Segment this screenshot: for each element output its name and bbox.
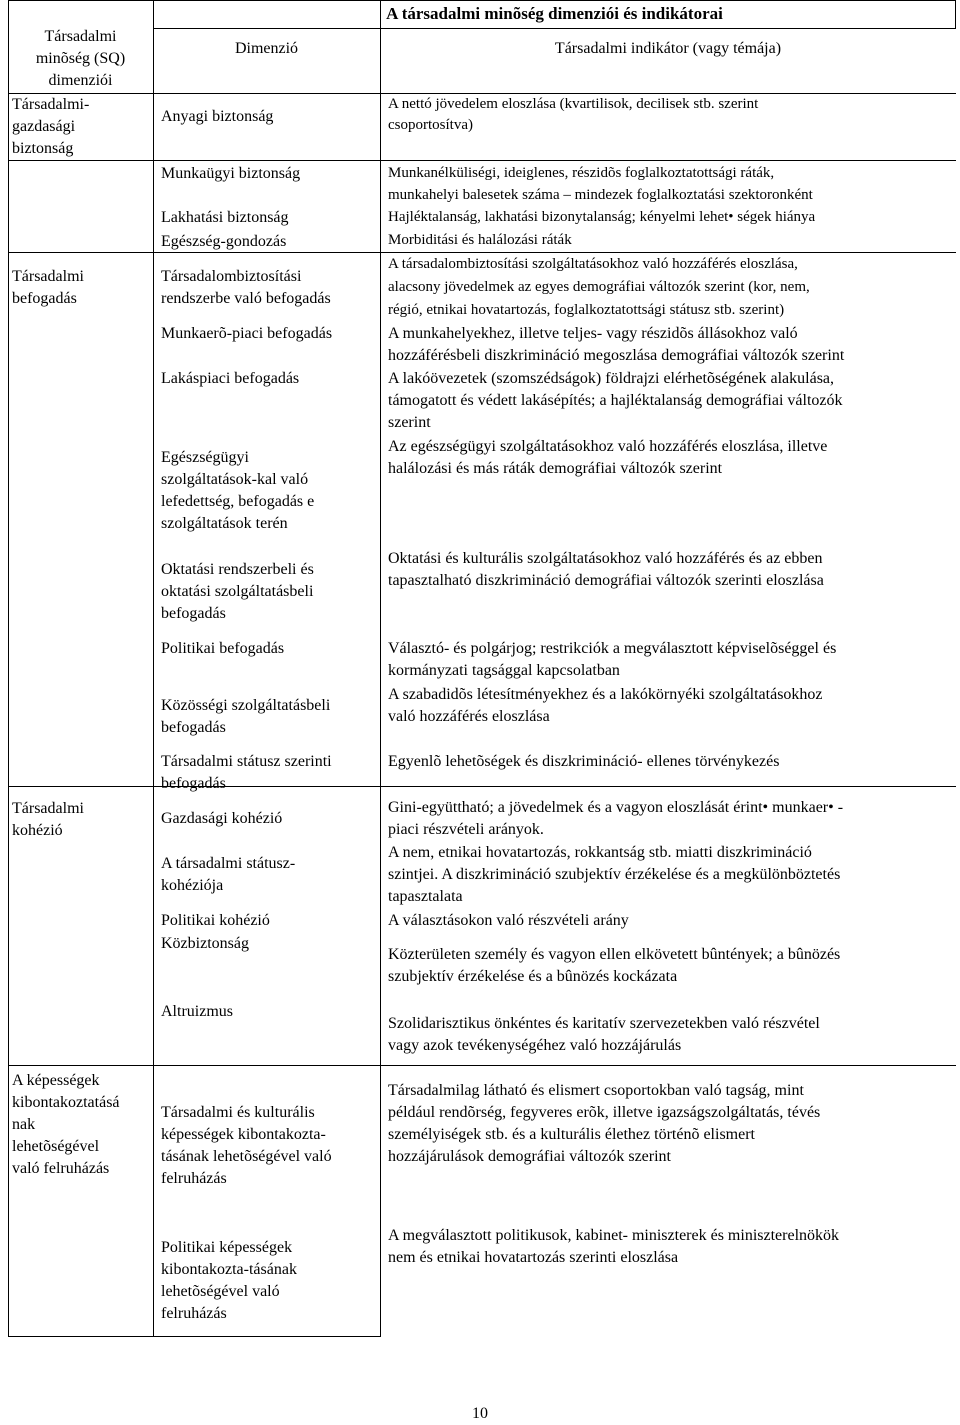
row-separator (8, 252, 956, 253)
dim-egeszsegugyi: Egészségügyi (161, 449, 249, 466)
sq-line: való felruházás (12, 1160, 110, 1177)
dim-tarsbizt: rendszerbe való befogadás (161, 290, 331, 307)
dim-statuszkoh: kohéziója (161, 877, 224, 894)
dim-statusz: Társadalmi státusz szerinti (161, 753, 332, 770)
ind-lakhatasi: Hajléktalanság, lakhatási bizonytalanság; kényelmi lehet• ségek hiánya (388, 209, 816, 225)
dim-polkep: felruházás (161, 1305, 227, 1322)
ind-politikai: Választó- és polgárjog; restrikciók a megválasztott képviselõséggel és (388, 640, 837, 657)
ind-egeszsegugyi: Az egészségügyi szolgáltatásokhoz való hozzáférés eloszlása, illetve (388, 438, 828, 455)
table-title: A társadalmi minõség dimenziói és indikátorai (386, 4, 723, 23)
title-separator (153, 28, 956, 29)
page-number: 10 (472, 1405, 488, 1422)
ind-lakaspiaci: támogatott és védett lakásépítés; a hajléktalanság demográfiai változók (388, 392, 843, 409)
sq-line: A képességek (12, 1072, 100, 1089)
ind-munkaero: hozzáférésbeli diszkrimináció megoszlása demográfiai változók szerint (388, 347, 845, 364)
dim-polkep: lehetõségével való (161, 1283, 280, 1300)
dim-tarskult: Társadalmi és kulturális (161, 1104, 315, 1121)
ind-tarskult: személyiségek stb. és a kulturális élethez történõ elismert (388, 1126, 755, 1143)
ind-egeszseg: Morbiditási és halálozási ráták (388, 232, 572, 248)
left-border (8, 0, 9, 1337)
ind-kozbiz: szubjektív érzékelése és a bûnözés kockázata (388, 968, 678, 985)
ind-polkep: A megválasztott politikusok, kabinet- miniszterek és miniszterelnökök (388, 1227, 840, 1244)
ind-anyagi: A nettó jövedelem eloszlása (kvartilisok, decilisek stb. szerint (388, 96, 759, 112)
ind-tarskult: hozzájárulások demográfiai változók szerint (388, 1148, 671, 1165)
dim-egeszseg: Egészség-gondozás (161, 233, 287, 250)
dim-oktatasi: befogadás (161, 605, 226, 622)
ind-oktatasi: tapasztalható diszkrimináció demográfiai változók szerinti eloszlása (388, 572, 824, 589)
dim-kozossegi: Közösségi szolgáltatásbeli (161, 697, 331, 714)
dim-egeszsegugyi: lefedettség, befogadás e (161, 493, 315, 510)
ind-gazdkoh: Gini-együttható; a jövedelmek és a vagyon eloszlását érint• munkaer• - (388, 799, 844, 816)
row-separator (8, 786, 956, 787)
dim-tarskult: tásának lehetõségével való (161, 1148, 332, 1165)
col-separator-1 (153, 0, 154, 1337)
ind-politikai: kormányzati tagsággal kapcsolatban (388, 662, 620, 679)
dim-kozbiz: Közbiztonság (161, 935, 249, 952)
dim-oktatasi: oktatási szolgáltatásbeli (161, 583, 314, 600)
ind-statuszkoh: A nem, etnikai hovatartozás, rokkantság stb. miatti diszkrimináció (388, 844, 812, 861)
sq-line: Társadalmi- (12, 96, 90, 113)
dim-altruizmus: Altruizmus (161, 1003, 233, 1020)
dim-egeszsegugyi: szolgáltatások-kal való (161, 471, 309, 488)
dim-egeszsegugyi: szolgáltatások terén (161, 515, 288, 532)
ind-altruizmus: vagy azok tevékenységéhez való hozzájárulás (388, 1037, 682, 1054)
ind-statuszkoh: szintjei. A diszkrimináció szubjektív érzékelése és a megkülönböztetés (388, 866, 841, 883)
ind-kozbiz: Közterületen személy és vagyon ellen elkövetett bûntények; a bûnözés (388, 946, 841, 963)
ind-polkoh: A választásokon való részvételi arány (388, 912, 629, 929)
ind-anyagi: csoportosítva) (388, 117, 473, 133)
col-separator-2 (380, 0, 381, 1337)
ind-oktatasi: Oktatási és kulturális szolgáltatásokhoz való hozzáférés és az ebben (388, 550, 823, 567)
sq-line: kohézió (12, 822, 63, 839)
dim-anyagi: Anyagi biztonság (161, 108, 274, 125)
ind-gazdkoh: piaci részvételi arányok. (388, 821, 544, 838)
sq-line: lehetõségével (12, 1138, 100, 1155)
dim-politikai: Politikai befogadás (161, 640, 285, 657)
sq-line: Társadalmi (12, 268, 84, 285)
ind-tarsbizt: alacsony jövedelmek az egyes demográfiai változók szerint (kor, nem, (388, 279, 810, 295)
dim-munkaero: Munkaerõ-piaci befogadás (161, 325, 333, 342)
dim-lakaspiaci: Lakáspiaci befogadás (161, 370, 300, 387)
ind-altruizmus: Szolidarisztikus önkéntes és karitatív szervezetekben való részvétel (388, 1015, 820, 1032)
dim-statuszkoh: A társadalmi státusz- (161, 855, 296, 872)
ind-polkep: nem és etnikai hovatartozás szerinti eloszlása (388, 1249, 679, 1266)
row-separator (8, 160, 956, 161)
dim-gazdkoh: Gazdasági kohézió (161, 810, 283, 827)
header-line: Társadalmi (44, 28, 117, 45)
ind-egeszsegugyi: halálozási és más ráták demográfiai változók szerint (388, 460, 723, 477)
ind-lakaspiaci: szerint (388, 414, 431, 431)
dim-oktatasi: Oktatási rendszerbeli és (161, 561, 314, 578)
ind-kozossegi: A szabadidõs létesítményekhez és a lakókörnyéki szolgáltatásokhoz (388, 686, 823, 703)
sq-line: gazdasági (12, 118, 76, 135)
ind-munkaugyi: munkahelyi balesetek száma – mindezek foglalkoztatási szektoronként (388, 187, 813, 203)
sq-line: befogadás (12, 290, 77, 307)
ind-statusz: Egyenlõ lehetõségek és diszkrimináció- ellenes törvénykezés (388, 753, 780, 770)
dim-munkaugyi: Munkaügyi biztonság (161, 165, 301, 182)
ind-tarsbizt: A társadalombiztosítási szolgáltatásokhoz való hozzáférés eloszlása, (388, 256, 798, 272)
top-border (8, 0, 956, 1)
ind-munkaugyi: Munkanélküliségi, ideiglenes, részidõs foglalkoztatottsági ráták, (388, 165, 775, 181)
sq-line: nak (12, 1116, 36, 1133)
ind-tarskult: például rendõrség, fegyveres erõk, illetve igazságszolgáltatás, tévés (388, 1104, 821, 1121)
header-indicator: Társadalmi indikátor (vagy témája) (554, 40, 782, 57)
ind-statuszkoh: tapasztalata (388, 888, 463, 905)
ind-tarsbizt: régió, etnikai hovatartozás, foglalkoztatottsági státusz stb. szerint) (388, 302, 785, 318)
header-line: minõség (SQ) (35, 50, 126, 67)
sq-line: kibontakoztatásá (12, 1094, 120, 1111)
sq-line: biztonság (12, 140, 74, 157)
dim-lakhatasi: Lakhatási biztonság (161, 209, 289, 226)
header-line: dimenziói (48, 72, 113, 89)
sq-line: Társadalmi (12, 800, 84, 817)
ind-tarskult: Társadalmilag látható és elismert csoportokban való tagság, mint (388, 1082, 804, 1099)
header-dimension: Dimenzió (234, 40, 299, 57)
ind-munkaero: A munkahelyekhez, illetve teljes- vagy részidõs állásokhoz való (388, 325, 798, 342)
ind-kozossegi: való hozzáférés eloszlása (388, 708, 550, 725)
dim-polkep: Politikai képességek (161, 1239, 293, 1256)
row-separator (8, 1065, 956, 1066)
bottom-border (8, 1336, 381, 1337)
dim-tarskult: képességek kibontakozta- (161, 1126, 326, 1143)
dim-statusz: befogadás (161, 775, 226, 792)
dim-polkep: kibontakozta-tásának (161, 1261, 297, 1278)
dim-polkoh: Politikai kohézió (161, 912, 270, 929)
dim-tarskult: felruházás (161, 1170, 227, 1187)
dim-kozossegi: befogadás (161, 719, 226, 736)
dim-tarsbizt: Társadalombiztosítási (161, 268, 302, 285)
ind-lakaspiaci: A lakóövezetek (szomszédságok) földrajzi elérhetõségének alakulása, (388, 370, 835, 387)
